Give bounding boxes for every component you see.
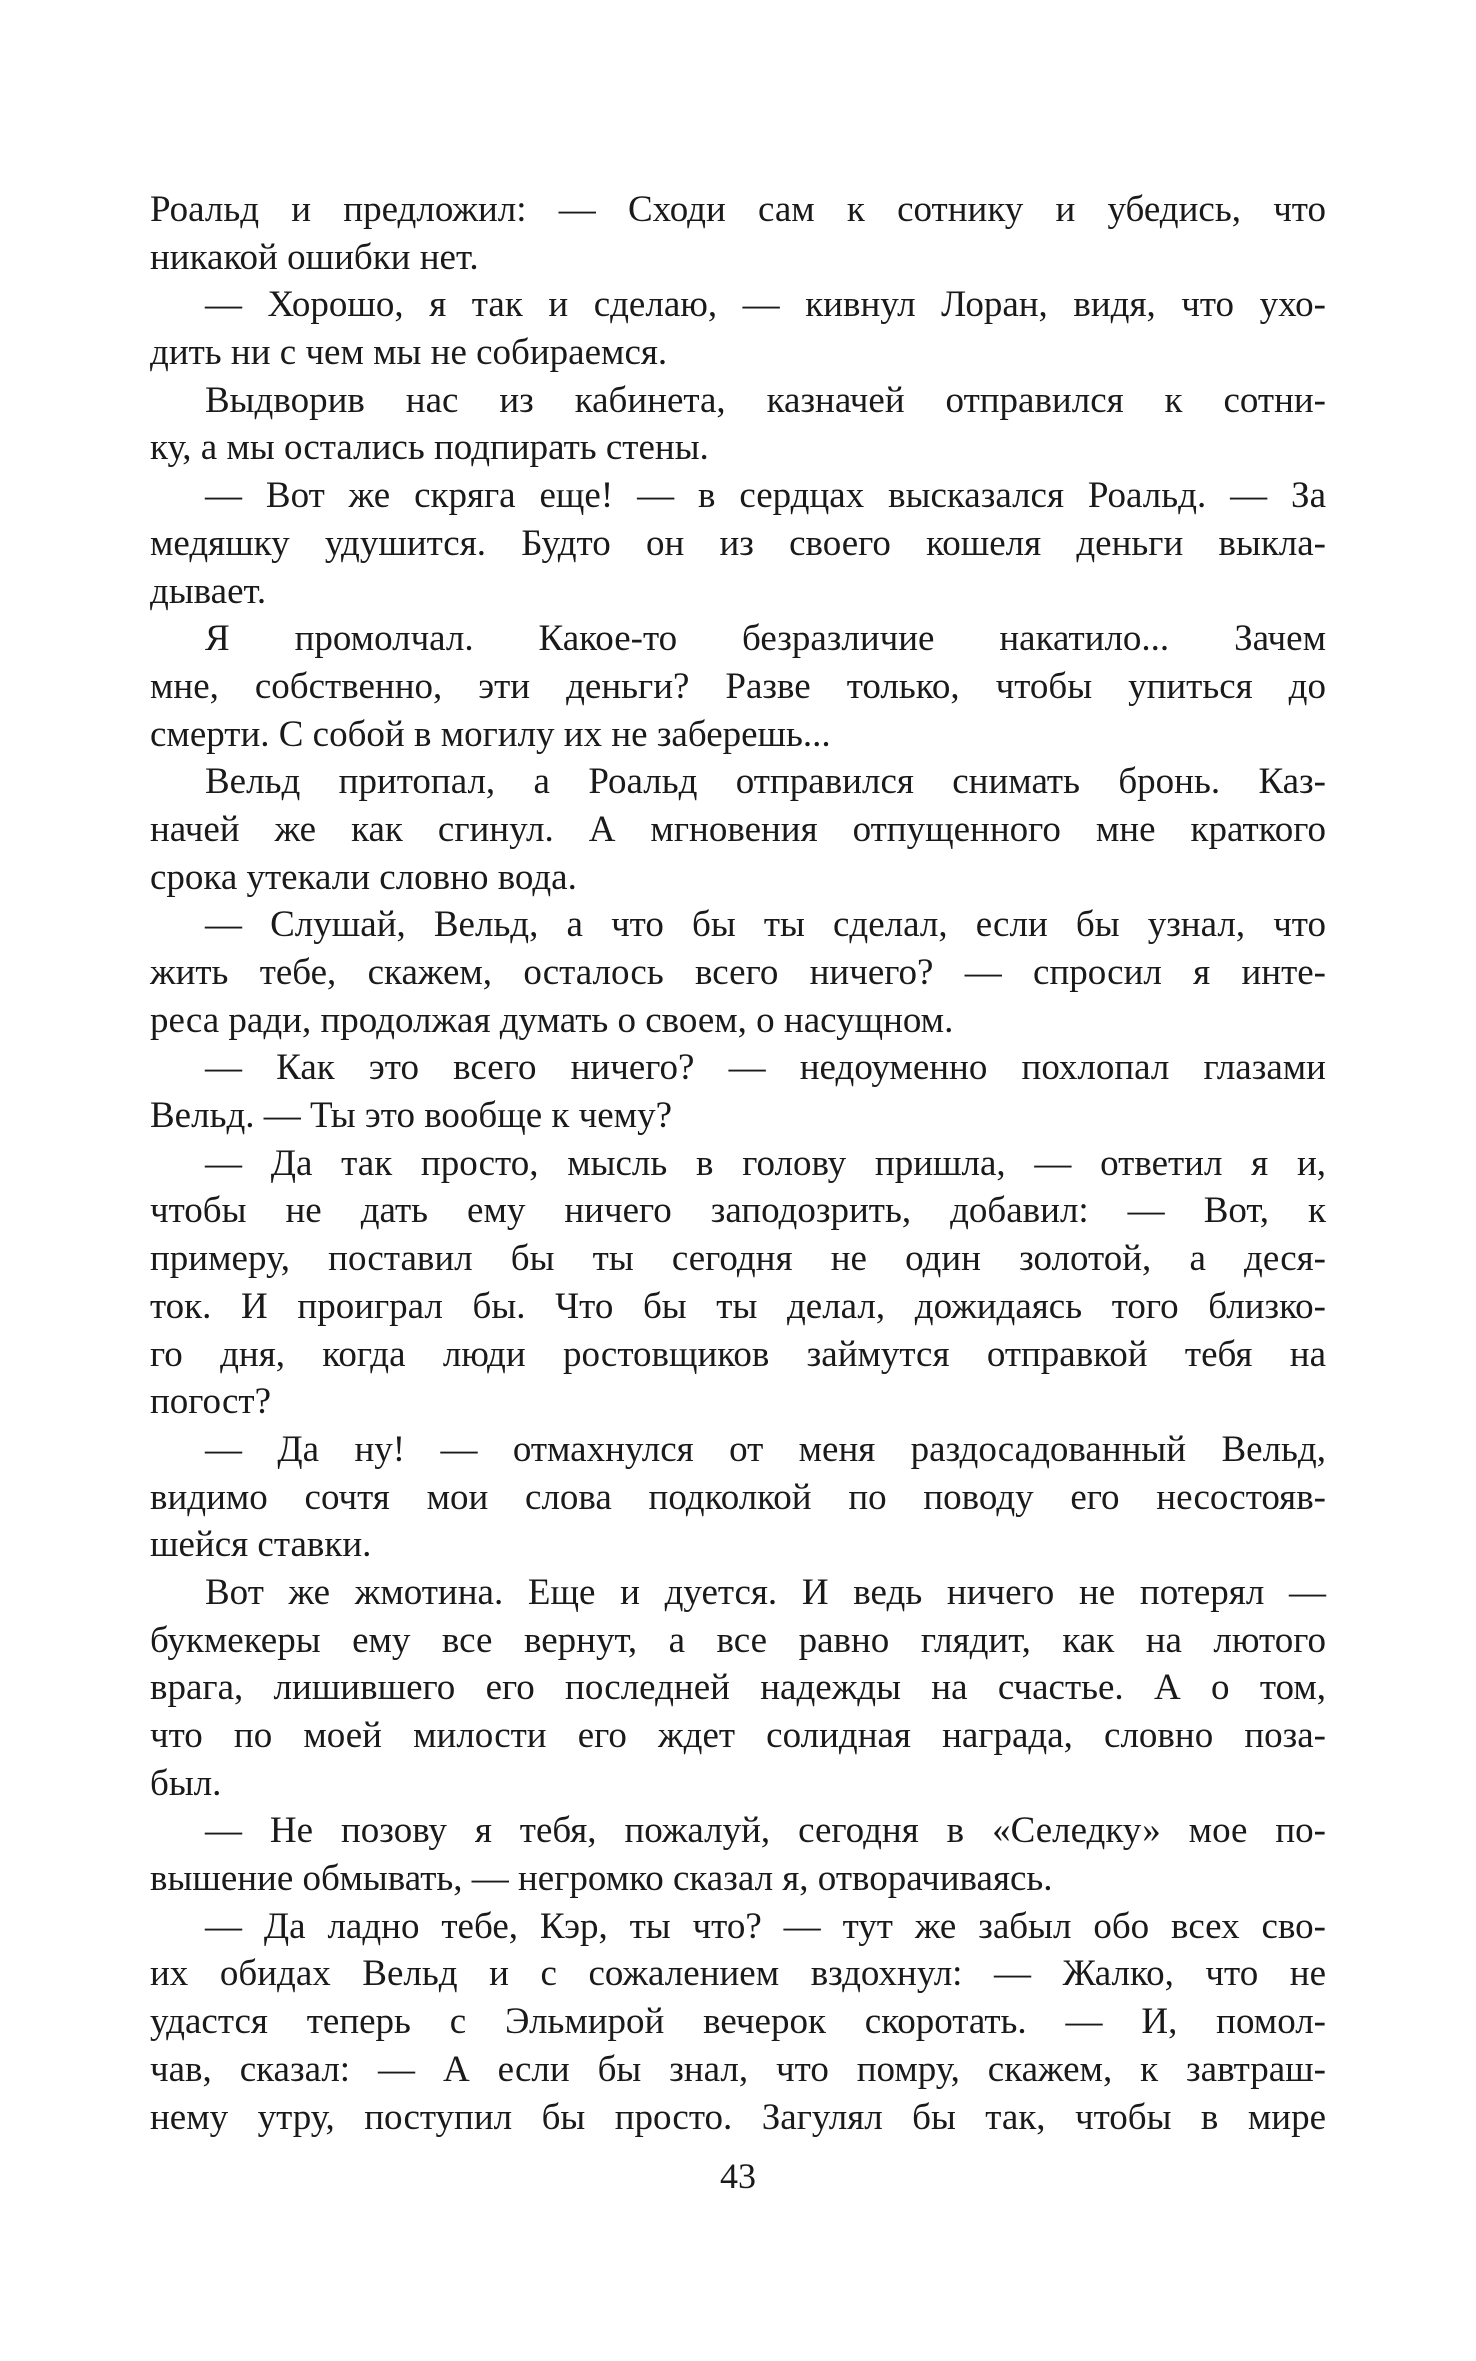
text-line: был. <box>150 1762 222 1804</box>
text-line: примеру, поставил бы ты сегодня не один золотой, а деся- <box>150 1238 1326 1280</box>
text-line: реса ради, продолжая думать о своем, о насущном. <box>150 999 954 1041</box>
paragraph <box>150 1807 1326 1902</box>
text-line: — Да ну! — отмахнулся от меня раздосадованный Вельд, <box>205 1428 1326 1470</box>
text-line: дить ни с чем мы не собираемся. <box>150 332 668 374</box>
paragraph <box>150 377 1326 472</box>
page-number: 43 <box>720 2156 756 2196</box>
text-line: — Да так просто, мысль в голову пришла, — ответил я и, <box>205 1142 1326 1184</box>
paragraph <box>150 281 1326 376</box>
paragraph <box>150 758 1326 901</box>
text-line: Вельд. — Ты это вообще к чему? <box>150 1095 672 1137</box>
text-line: что по моей милости его ждет солидная награда, словно поза- <box>150 1715 1326 1756</box>
text-line: срока утекали словно вода. <box>150 856 577 898</box>
text-line: мне, собственно, эти деньги? Разве только, чтобы упиться до <box>150 665 1326 707</box>
paragraph <box>150 1569 1326 1807</box>
text-line: — Не позову я тебя, пожалуй, сегодня в «Селедку» мое по- <box>205 1810 1326 1852</box>
text-line: никакой ошибки нет. <box>150 236 479 278</box>
text-line: шейся ставки. <box>150 1524 372 1566</box>
text-line: ку, а мы остались подпирать стены. <box>150 427 709 469</box>
text-line: — Да ладно тебе, Кэр, ты что? — тут же забыл обо всех сво- <box>205 1905 1326 1947</box>
text-line: удастся теперь с Эльмирой вечерок скоротать. — И, помол- <box>150 2001 1326 2043</box>
text-line: букмекеры ему все вернут, а все равно глядит, как на лютого <box>150 1619 1326 1661</box>
text-line: начей же как сгинул. А мгновения отпущенного мне краткого <box>150 808 1326 850</box>
text-line: Вельд притопал, а Роальд отправился снимать бронь. Каз- <box>205 761 1326 803</box>
text-line: чав, сказал: — А если бы знал, что помру, скажем, к завтраш- <box>150 2048 1326 2090</box>
text-line: смерти. С собой в могилу их не заберешь... <box>150 713 831 755</box>
text-line: врага, лишившего его последней надежды на счастье. А о том, <box>150 1667 1326 1709</box>
text-line: Выдворив нас из кабинета, казначей отправился к сотни- <box>205 379 1326 421</box>
text-line: Я промолчал. Какое-то безразличие накатило... Зачем <box>205 618 1326 660</box>
text-line: погост? <box>150 1381 271 1423</box>
text-line: — Как это всего ничего? — недоуменно похлопал глазами <box>205 1047 1326 1089</box>
paragraph <box>150 186 1326 281</box>
text-line: Вот же жмотина. Еще и дуется. И ведь ничего не потерял — <box>205 1571 1326 1613</box>
text-line: дывает. <box>150 570 267 612</box>
text-line: чтобы не дать ему ничего заподозрить, добавил: — Вот, к <box>150 1190 1326 1232</box>
text-line: медяшку удушится. Будто он из своего кошеля деньги выкла- <box>150 522 1326 564</box>
text-line: — Хорошо, я так и сделаю, — кивнул Лоран, видя, что ухо- <box>205 284 1326 326</box>
body-text <box>150 186 1326 2141</box>
text-line: — Вот же скряга еще! — в сердцах высказался Роальд. — За <box>205 475 1326 517</box>
paragraph <box>150 1044 1326 1139</box>
text-line: вышение обмывать, — негромко сказал я, отворачиваясь. <box>150 1858 1053 1900</box>
paragraph <box>150 1140 1326 1426</box>
text-line: видимо сочтя мои слова подколкой по поводу его несостояв- <box>150 1476 1326 1518</box>
paragraph <box>150 1426 1326 1569</box>
text-line: го дня, когда люди ростовщиков займутся отправкой тебя на <box>150 1333 1326 1375</box>
paragraph <box>150 615 1326 758</box>
text-line: ток. И проиграл бы. Что бы ты делал, дожидаясь того близко- <box>150 1285 1326 1327</box>
paragraph <box>150 1903 1326 2141</box>
paragraph <box>150 901 1326 1044</box>
text-line: — Слушай, Вельд, а что бы ты сделал, если бы узнал, что <box>205 904 1326 946</box>
paragraph <box>150 472 1326 615</box>
text-line: Роальд и предложил: — Сходи сам к сотнику и убедись, что <box>150 189 1326 230</box>
text-line: жить тебе, скажем, осталось всего ничего? — спросил я инте- <box>150 952 1326 993</box>
text-line: нему утру, поступил бы просто. Загулял бы так, чтобы в мире <box>150 2096 1326 2138</box>
text-line: их обидах Вельд и с сожалением вздохнул: — Жалко, что не <box>150 1953 1326 1995</box>
